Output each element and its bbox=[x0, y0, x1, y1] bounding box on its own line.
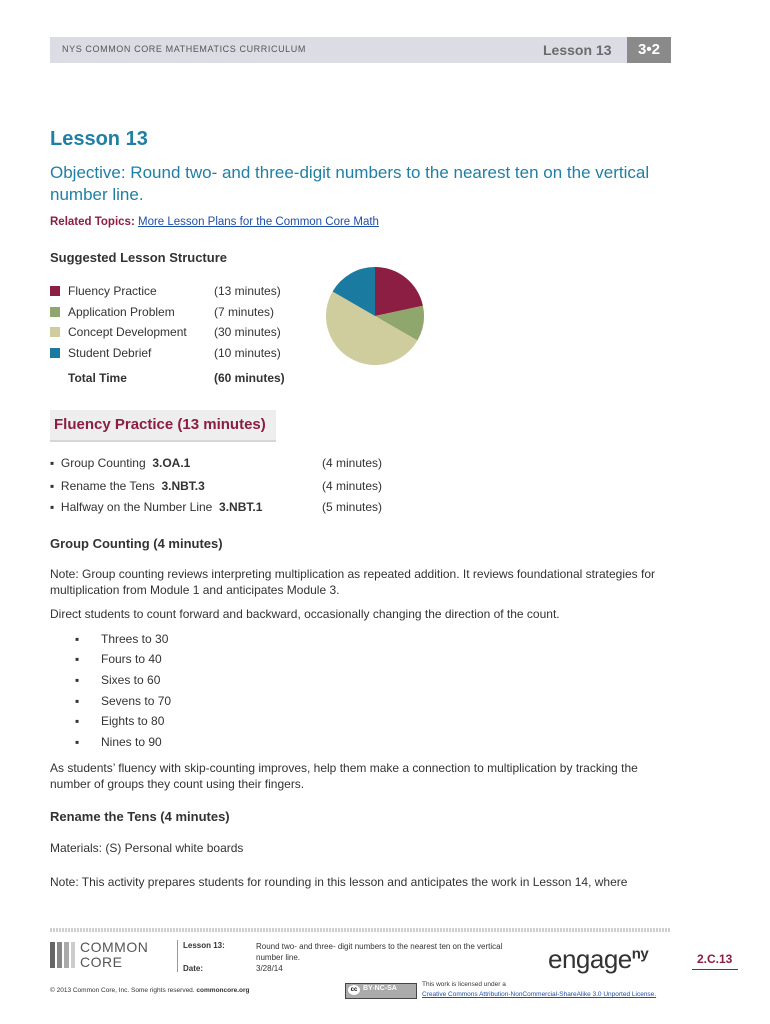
fluency-item-minutes: (4 minutes) bbox=[322, 456, 383, 470]
rename-tens-note: Note: This activity prepares students for rounding in this lesson and anticipates the work in Lesson 14, where bbox=[50, 875, 628, 889]
structure-item-name: Concept Development bbox=[68, 325, 187, 339]
group-counting-heading: Group Counting (4 minutes) bbox=[50, 536, 223, 551]
group-counting-note: Note: Group counting reviews interpreting multiplication as repeated addition. It reviews foundational strategies for multiplication from Module 1 and anticipates Module 3. bbox=[50, 567, 655, 597]
license-link[interactable]: Creative Commons Attribution-NonCommercial-ShareAlike 3.0 Unported License. bbox=[422, 991, 657, 998]
legend-swatch bbox=[50, 327, 60, 337]
list-item: ▪ Fours to 40 bbox=[75, 652, 162, 666]
structure-item-minutes: (13 minutes) bbox=[214, 284, 281, 298]
curriculum-label: NYS COMMON CORE MATHEMATICS CURRICULUM bbox=[62, 44, 306, 54]
structure-item-name: Fluency Practice bbox=[68, 284, 157, 298]
footer-description: Round two- and three- digit numbers to the nearest ten on the vertical number line. 3/28/14 bbox=[256, 942, 503, 973]
fluency-item-name: ▪ Rename the Tens 3.NBT.3 bbox=[50, 479, 205, 493]
rename-tens-heading: Rename the Tens (4 minutes) bbox=[50, 809, 230, 824]
structure-item bbox=[50, 284, 281, 298]
engageny-logo: engage$^{ny}$ bbox=[548, 944, 649, 974]
related-topics-link[interactable]: More Lesson Plans for the Common Core Math bbox=[137, 216, 379, 228]
total-label: Total Time bbox=[68, 371, 127, 385]
structure-item bbox=[50, 305, 275, 319]
structure-item-name: Application Problem bbox=[68, 305, 175, 319]
fluency-item-name: ▪ Halfway on the Number Line 3.NBT.1 bbox=[50, 500, 263, 514]
fluency-item-name: ▪ Group Counting 3.OA.1 bbox=[50, 456, 191, 470]
page-number: 2.C.13 bbox=[697, 952, 733, 966]
footer-date-label: Date: bbox=[183, 964, 204, 973]
fluency-item-minutes: (5 minutes) bbox=[322, 500, 383, 514]
structure-item-minutes: (30 minutes) bbox=[214, 325, 281, 339]
cc-badge-label: BY-NC-SA bbox=[363, 985, 397, 992]
page-number-underline bbox=[692, 969, 738, 970]
structure-item-minutes: (10 minutes) bbox=[214, 346, 281, 360]
legend-swatch bbox=[50, 348, 60, 358]
fluency-item-minutes: (4 minutes) bbox=[322, 479, 383, 493]
common-core-logo: COMMON CORE bbox=[80, 939, 149, 970]
list-item: ▪ Threes to 30 bbox=[75, 632, 169, 646]
copyright: © 2013 Common Core, Inc. Some rights reserved. commoncore.org bbox=[50, 987, 250, 994]
list-item: ▪ Eights to 80 bbox=[75, 714, 165, 728]
total-minutes: (60 minutes) bbox=[214, 371, 285, 385]
common-core-logo-icon bbox=[50, 942, 76, 968]
related-topics-label: Related Topics: bbox=[50, 216, 135, 228]
group-counting-closing: As students’ fluency with skip-counting improves, help them make a connection to multiplication by tracking the number of groups they count using their fingers. bbox=[50, 761, 638, 791]
related-topics bbox=[50, 216, 379, 228]
structure-item-name: Student Debrief bbox=[68, 346, 152, 360]
footer-separator bbox=[177, 940, 178, 972]
footer-lesson-label: Lesson 13: bbox=[183, 941, 225, 950]
fluency-heading: Fluency Practice (13 minutes) bbox=[54, 416, 266, 433]
page-title: Lesson 13 bbox=[50, 128, 148, 150]
cc-icon: cc bbox=[348, 985, 360, 995]
module-badge: 3•2 bbox=[627, 37, 671, 63]
structure-item bbox=[50, 346, 281, 360]
header-lesson: Lesson 13 bbox=[543, 42, 612, 58]
legend-swatch bbox=[50, 286, 60, 296]
group-counting-direct: Direct students to count forward and backward, occasionally changing the direction of the count. bbox=[50, 607, 560, 621]
structure-item-minutes: (7 minutes) bbox=[214, 305, 275, 319]
structure-heading: Suggested Lesson Structure bbox=[50, 250, 227, 265]
list-item: ▪ Sixes to 60 bbox=[75, 673, 161, 687]
license-text: This work is licensed under a Creative Commons Attribution-NonCommercial-ShareAlike 3.0 Unported License. bbox=[422, 981, 657, 998]
rename-tens-materials: Materials: (S) Personal white boards bbox=[50, 841, 244, 855]
lesson-structure-pie bbox=[325, 266, 425, 366]
structure-item bbox=[50, 325, 281, 339]
objective: Objective: Round two- and three-digit numbers to the nearest ten on the vertical number line. bbox=[50, 163, 650, 204]
list-item: ▪ Sevens to 70 bbox=[75, 694, 172, 708]
list-item: ▪ Nines to 90 bbox=[75, 735, 162, 749]
legend-swatch bbox=[50, 307, 60, 317]
footer-divider bbox=[50, 928, 670, 932]
